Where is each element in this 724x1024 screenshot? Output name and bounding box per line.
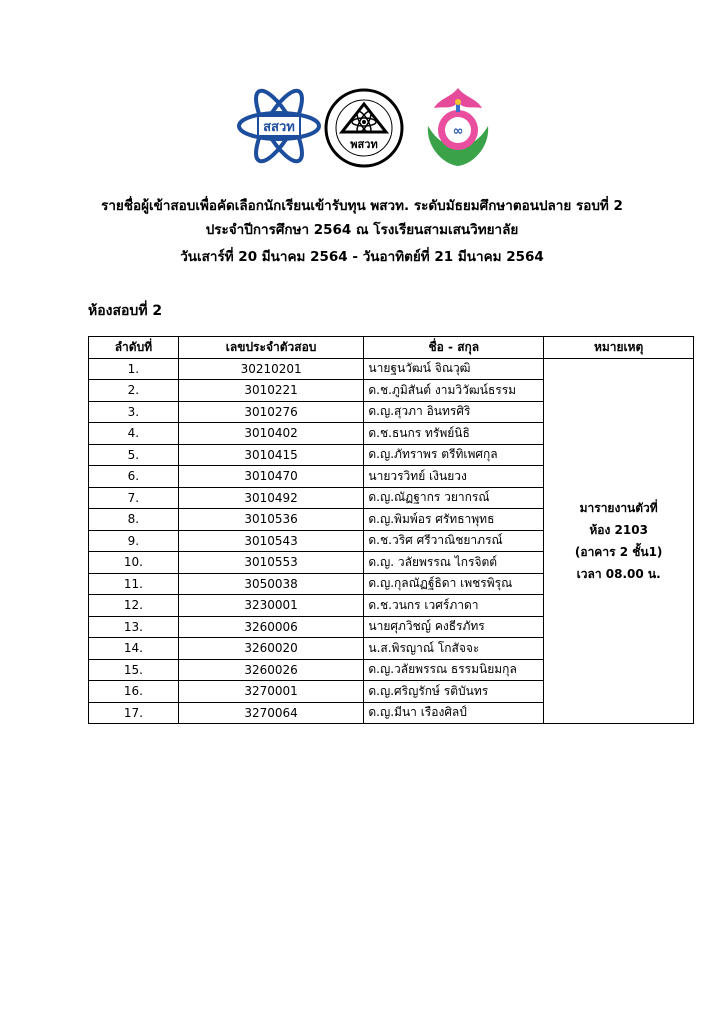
row-name: ด.ช.ภูมิสันต์ งามวิวัฒน์ธรรม xyxy=(364,380,544,402)
row-order: 2. xyxy=(89,380,179,402)
atom-circle-seal-logo xyxy=(322,88,406,168)
row-order: 11. xyxy=(89,573,179,595)
row-order: 14. xyxy=(89,638,179,660)
row-exam-id: 3270064 xyxy=(178,702,364,724)
title-line-1: รายชื่อผู้เข้าสอบเพื่อคัดเลือกนักเรียนเข้ารับทุน พสวท. ระดับมัธยมศึกษาตอนปลาย รอบที่ 2 xyxy=(101,198,623,214)
row-exam-id: 3010543 xyxy=(178,530,364,552)
logo-text-2: พสวท xyxy=(350,138,378,151)
svg-text:∞: ∞ xyxy=(452,124,464,139)
table-row xyxy=(89,358,694,380)
remark-line-1: มารายงานตัวที่ xyxy=(579,500,658,515)
row-name: นายศุภวิชญ์ คงธีรภัทร xyxy=(364,616,544,638)
header-exam-id: เลขประจำตัวสอบ xyxy=(178,337,364,359)
row-order: 4. xyxy=(89,423,179,445)
remark-line-3: (อาคาร 2 ชั้น1) xyxy=(574,544,663,559)
title-line-2: ประจำปีการศึกษา 2564 ณ โรงเรียนสามเสนวิทยาลัย xyxy=(205,222,519,238)
row-name: ด.ญ.มีนา เรืองศิลป์ xyxy=(364,702,544,724)
row-order: 13. xyxy=(89,616,179,638)
row-exam-id: 3050038 xyxy=(178,573,364,595)
row-name: น.ส.พิรญาณ์ โกสัจจะ xyxy=(364,638,544,660)
table-header-row xyxy=(89,337,694,359)
header-name: ชื่อ - สกุล xyxy=(364,337,544,359)
row-exam-id: 3010402 xyxy=(178,423,364,445)
row-name: ด.ญ.วลัยพรรณ ธรรมนิยมกุล xyxy=(364,659,544,681)
row-name: ด.ช.ธนกร ทรัพย์นิธิ xyxy=(364,423,544,445)
row-name: ด.ช.วนกร เวศร์ภาดา xyxy=(364,595,544,617)
row-exam-id: 3010492 xyxy=(178,487,364,509)
header-order: ลำดับที่ xyxy=(89,337,179,359)
row-order: 8. xyxy=(89,509,179,531)
row-name: ด.ญ.สุวภา อินทรศิริ xyxy=(364,401,544,423)
row-name: ด.ญ.ณัฏฐากร วยากรณ์ xyxy=(364,487,544,509)
row-name: ด.ญ.กุลณัฏฐ์ธิดา เพชรพิรุณ xyxy=(364,573,544,595)
school-emblem-logo xyxy=(420,84,496,170)
row-exam-id: 3010221 xyxy=(178,380,364,402)
row-order: 17. xyxy=(89,702,179,724)
row-exam-id: 3010470 xyxy=(178,466,364,488)
row-order: 9. xyxy=(89,530,179,552)
row-order: 12. xyxy=(89,595,179,617)
atom-ministry-logo xyxy=(236,88,322,164)
row-order: 16. xyxy=(89,681,179,703)
logo-bar xyxy=(0,84,724,174)
row-name: ด.ญ. วลัยพรรณ ไกรจิตต์ xyxy=(364,552,544,574)
row-exam-id: 3260006 xyxy=(178,616,364,638)
row-exam-id: 3270001 xyxy=(178,681,364,703)
row-exam-id: 3260026 xyxy=(178,659,364,681)
row-name: ด.ญ.พิมพ์อร ศรัทธาพุทธ xyxy=(364,509,544,531)
row-order: 1. xyxy=(89,358,179,380)
row-exam-id: 3260020 xyxy=(178,638,364,660)
row-name: ด.ญ.ภัทราพร ตรีทิเพศกุล xyxy=(364,444,544,466)
row-exam-id: 3010415 xyxy=(178,444,364,466)
row-name: นายฐนวัฒน์ จิณวุฒิ xyxy=(364,358,544,380)
row-order: 6. xyxy=(89,466,179,488)
row-order: 15. xyxy=(89,659,179,681)
row-order: 7. xyxy=(89,487,179,509)
row-order: 3. xyxy=(89,401,179,423)
remark-line-2: ห้อง 2103 xyxy=(589,522,648,537)
header-remark: หมายเหตุ xyxy=(544,337,694,359)
row-order: 5. xyxy=(89,444,179,466)
row-exam-id: 3010553 xyxy=(178,552,364,574)
row-name: นายวรวิทย์ เงินยวง xyxy=(364,466,544,488)
examinee-table xyxy=(88,336,694,724)
row-exam-id: 3010276 xyxy=(178,401,364,423)
logo-text-1: สสวท xyxy=(263,120,295,135)
title-line-3: วันเสาร์ที่ 20 มีนาคม 2564 - วันอาทิตย์ที่ 21 มีนาคม 2564 xyxy=(180,249,544,265)
row-order: 10. xyxy=(89,552,179,574)
row-name: ด.ช.วริศ ศรีวาณิชยาภรณ์ xyxy=(364,530,544,552)
row-exam-id: 3230001 xyxy=(178,595,364,617)
row-name: ด.ญ.ศริญรักษ์ รติบันทร xyxy=(364,681,544,703)
remark-line-4: เวลา 08.00 น. xyxy=(576,566,661,581)
remark-cell xyxy=(544,358,694,724)
row-exam-id: 30210201 xyxy=(178,358,364,380)
row-exam-id: 3010536 xyxy=(178,509,364,531)
room-label: ห้องสอบที่ 2 xyxy=(88,303,163,319)
